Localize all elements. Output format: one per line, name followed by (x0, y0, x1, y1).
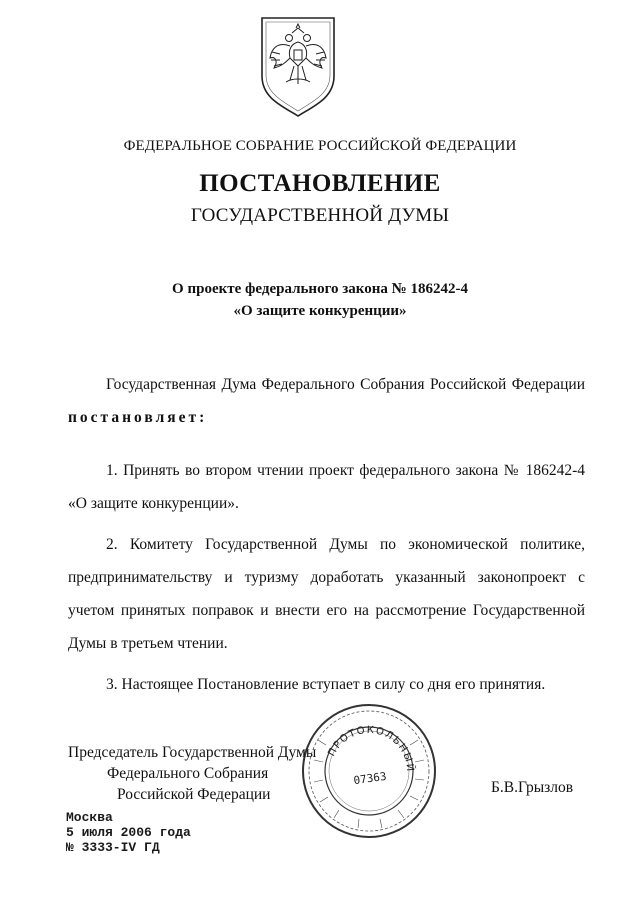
header-organization: ФЕДЕРАЛЬНОЕ СОБРАНИЕ РОССИЙСКОЙ ФЕДЕРАЦИИ (123, 138, 517, 154)
preamble-verb: постановляет: (68, 409, 208, 426)
item-text: Комитету Государственной Думы по экономической политике, предпринимательству и туризму доработать указанный законопроект с учетом принятых поправок и внести его на рассмотрение Государственной Думы в третьем чтении. (68, 536, 585, 652)
stamp-number: 07363 (352, 769, 388, 788)
preamble-text: Государственная Дума Федерального Собрания Российской Федерации (106, 376, 585, 393)
item-2-paragraph (68, 528, 585, 660)
signatory-title-line-3: Российской Федерации (117, 786, 271, 803)
subject-line-2: «О защите конкуренции» (233, 303, 407, 319)
subject-line-1: О проекте федерального закона № 186242-4 (172, 281, 468, 297)
signatory-title-line-2: Федерального Собрания (107, 765, 269, 782)
signatory-name: Б.В.Грызлов (491, 779, 574, 796)
signatory-title-line-1: Председатель Государственной Думы (68, 744, 317, 761)
item-number: 2. (106, 536, 118, 553)
item-3-paragraph (68, 668, 585, 701)
coat-of-arms (256, 14, 340, 118)
item-text: Настоящее Постановление вступает в силу со дня его принятия. (121, 676, 546, 693)
document-footer (66, 810, 191, 855)
document-body (68, 368, 585, 701)
footer-number: № 3333-IV ГД (66, 840, 160, 855)
document-issuer: ГОСУДАРСТВЕННОЙ ДУМЫ (190, 205, 450, 226)
item-text: Принять во втором чтении проект федерального закона № 186242-4 «О защите конкуренции». (68, 462, 585, 512)
item-number: 1. (106, 462, 118, 479)
signature-block (68, 742, 368, 805)
document-type-title: ПОСТАНОВЛЕНИЕ (199, 170, 441, 197)
item-number: 3. (106, 676, 118, 693)
stamp-heading: ПРОТОКОЛЬНЫЙ (326, 724, 416, 774)
russian-coat-of-arms-icon (256, 14, 340, 118)
preamble-paragraph (68, 368, 585, 434)
footer-city: Москва (66, 810, 113, 825)
document-subject (0, 278, 640, 322)
item-1-paragraph (68, 454, 585, 520)
footer-date: 5 июля 2006 года (66, 825, 191, 840)
